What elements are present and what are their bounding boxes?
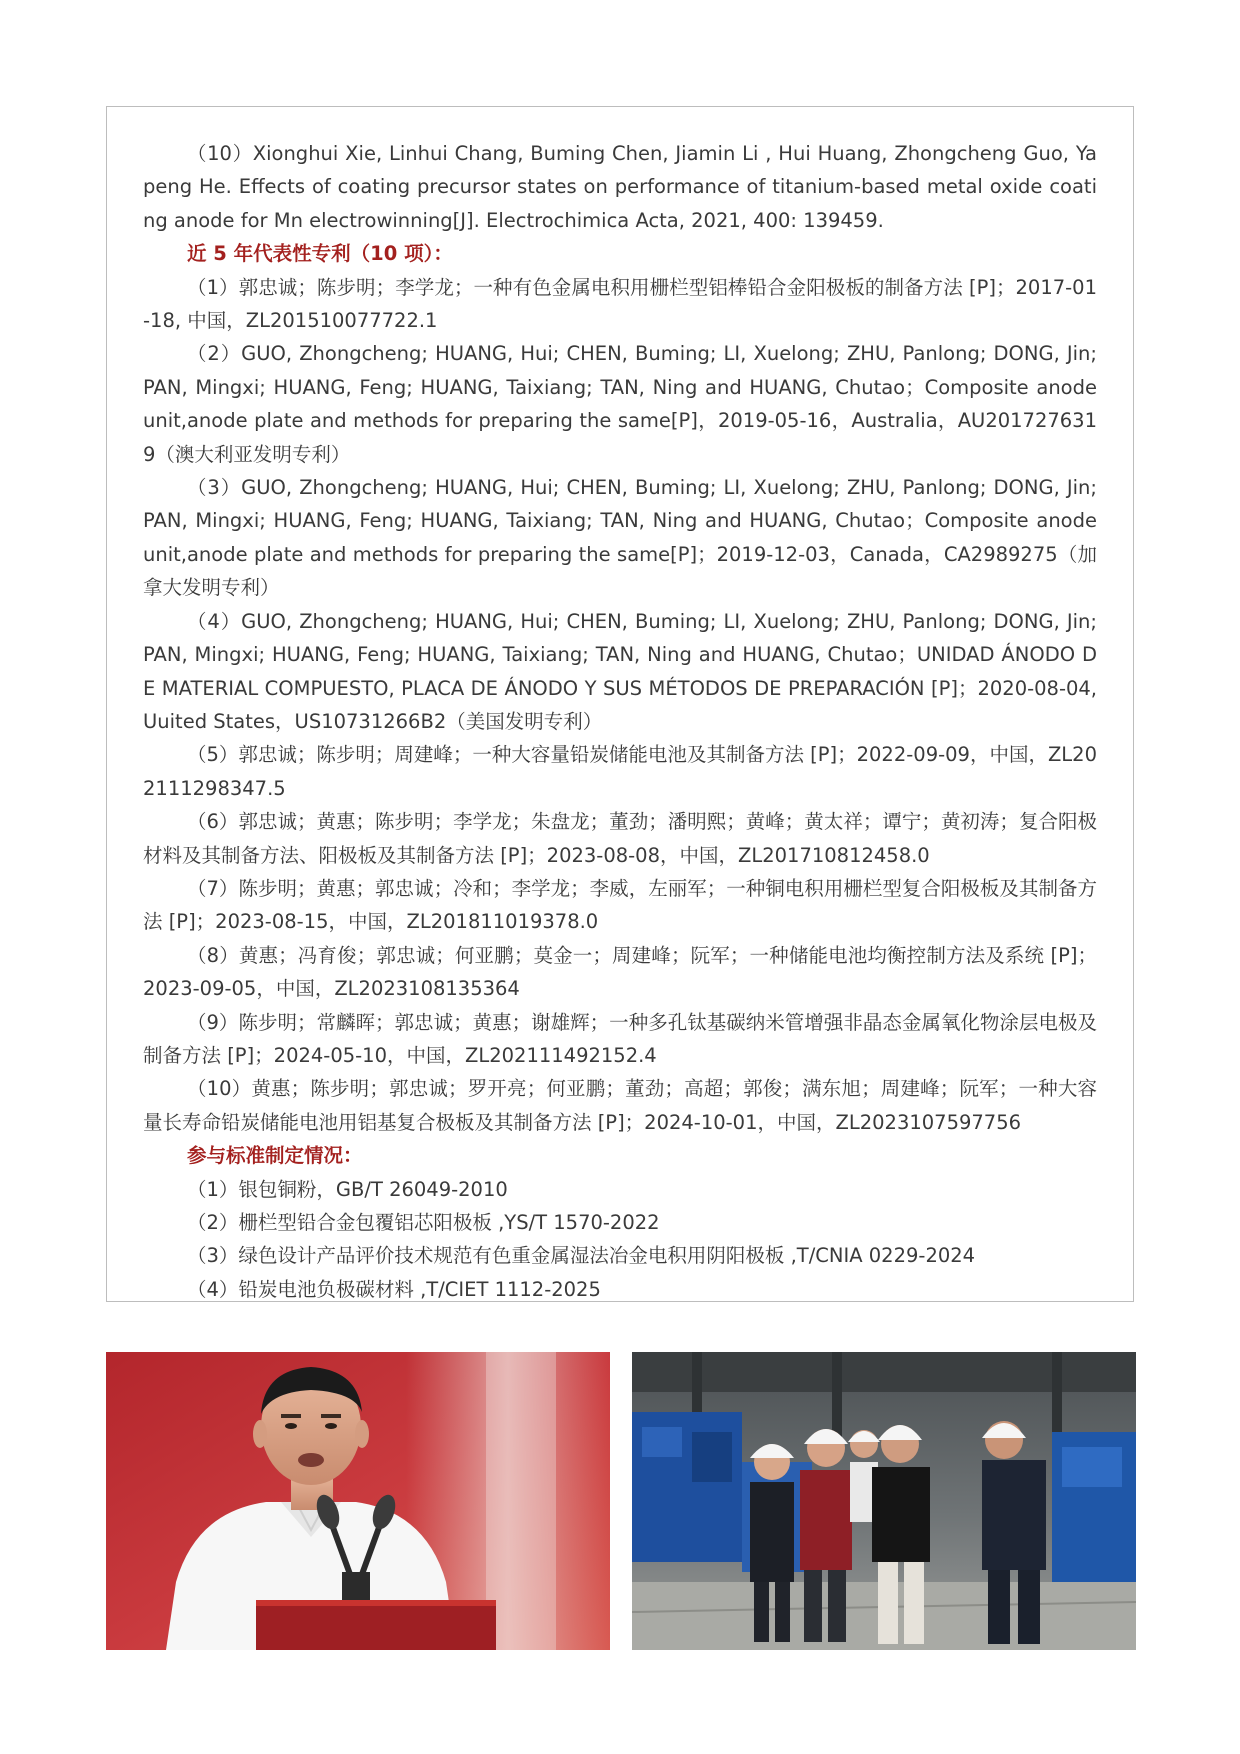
factory-illustration [632, 1352, 1136, 1650]
patent-item-5: （5）郭忠诚；陈步明；周建峰；一种大容量铅炭储能电池及其制备方法 [P]；2022-09-09，中国，ZL202111298347.5 [143, 743, 1097, 800]
standard-item-3: （3）绿色设计产品评价技术规范有色重金属湿法冶金电积用阴阳极板 ,T/CNIA 0229-2024 [187, 1244, 976, 1268]
patent-item-2: （2）GUO, Zhongcheng; HUANG, Hui; CHEN, Buming; LI, Xuelong; ZHU, Panlong; DONG, Jin; PAN, Mingxi; HUANG, Feng; HUANG, Taixiang; TAN, Ning and HUANG, Chutao；Composite anode unit,anode plate and methods for preparing the same[P]，2019-05-16，Australia，AU2017276319（澳大利亚发明专利） [143, 342, 1097, 466]
standards-heading: 参与标准制定情况： [187, 1144, 363, 1168]
patents-heading: 近 5 年代表性专利（10 项）： [187, 242, 453, 266]
patent-item-3: （3）GUO, Zhongcheng; HUANG, Hui; CHEN, Buming; LI, Xuelong; ZHU, Panlong; DONG, Jin; PAN, Mingxi; HUANG, Feng; HUANG, Taixiang; TAN, Ning and HUANG, Chutao；Composite anode unit,anode plate and methods for preparing the same[P]；2019-12-03，Canada，CA2989275（加拿大发明专利） [143, 476, 1097, 600]
standard-item-2: （2）栅栏型铅合金包覆铝芯阳极板 ,YS/T 1570-2022 [187, 1211, 660, 1234]
standard-item-4: （4）铅炭电池负极碳材料 ,T/CIET 1112-2025 [187, 1277, 601, 1301]
patent-item-9: （9）陈步明；常麟晖；郭忠诚；黄惠；谢雄辉；一种多孔钛基碳纳米管增强非晶态金属氧化物涂层电极及制备方法 [P]；2024-05-10，中国，ZL202111492152.4 [143, 1010, 1097, 1067]
photo-speaker [106, 1352, 610, 1650]
patent-item-10: （10）黄惠；陈步明；郭忠诚；罗开亮；何亚鹏；董劲；高超；郭俊；满东旭；周建峰；阮军；一种大容量长寿命铅炭储能电池用铝基复合极板及其制备方法 [P]；2024-10-01，中国，ZL2023107597756 [143, 1077, 1097, 1134]
patent-item-7: （7）陈步明；黄惠；郭忠诚；冷和；李学龙；李威，左丽军；一种铜电积用栅栏型复合阳极板及其制备方法 [P]；2023-08-15，中国，ZL201811019378.0 [143, 876, 1097, 934]
paper-item-10: （10）Xionghui Xie, Linhui Chang, Buming Chen, Jiamin Li , Hui Huang, Zhongcheng Guo, Yapeng He. Effects of coating precursor states on performance of titanium-based metal oxide coating anode for Mn electrowinning[J]. Electrochimica Acta, 2021, 400: 139459. [143, 142, 1097, 232]
photo-factory-visit [632, 1352, 1136, 1650]
patent-item-8: （8）黄惠；冯育俊；郭忠诚；何亚鹏；莫金一；周建峰；阮军；一种储能电池均衡控制方法及系统 [P]；2023-09-05，中国，ZL2023108135364 [143, 943, 1097, 1001]
content-box [106, 106, 1134, 1302]
patent-item-6: （6）郭忠诚；黄惠；陈步明；李学龙；朱盘龙；董劲；潘明熙；黄峰；黄太祥；谭宁；黄初涛；复合阳极材料及其制备方法、阳极板及其制备方法 [P]；2023-08-08，中国，ZL201710812458.0 [143, 810, 1097, 867]
speaker-illustration [106, 1352, 610, 1650]
patent-item-1: （1）郭忠诚；陈步明；李学龙；一种有色金属电积用栅栏型铝棒铅合金阳极板的制备方法 [P]；2017-01-18, 中国，ZL201510077722.1 [143, 275, 1097, 333]
standard-item-1: （1）银包铜粉，GB/T 26049-2010 [187, 1177, 508, 1201]
patent-item-4: （4）GUO, Zhongcheng; HUANG, Hui; CHEN, Buming; LI, Xuelong; ZHU, Panlong; DONG, Jin; PAN, Mingxi; HUANG, Feng; HUANG, Taixiang; TAN, Ning and HUANG, Chutao；UNIDAD ÁNODO DE MATERIAL COMPUESTO, PLACA DE ÁNODO Y SUS MÉTODOS DE PREPARACIÓN [P]；2020-08-04, Uuited States，US10731266B2（美国发明专利） [143, 609, 1097, 733]
